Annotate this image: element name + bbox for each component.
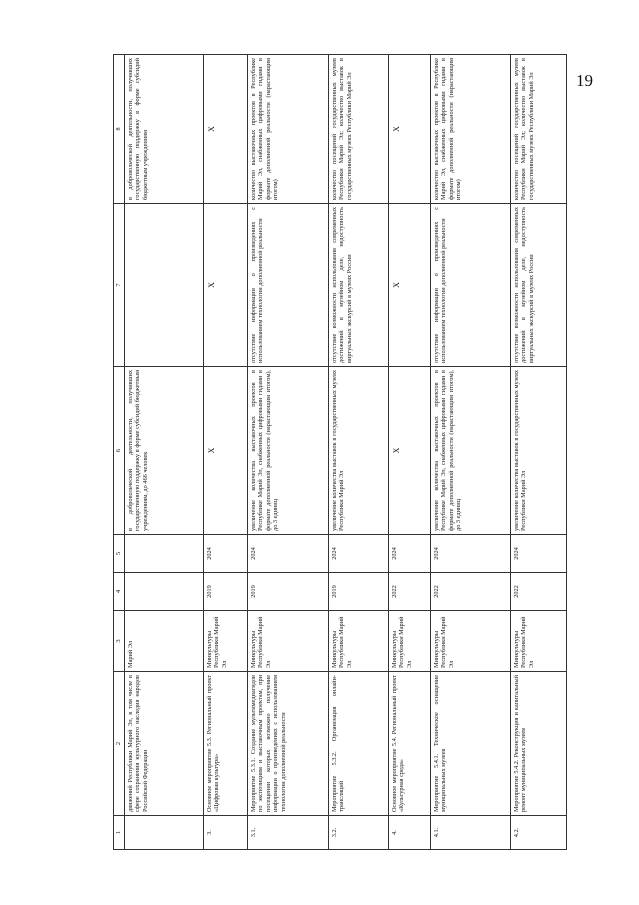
measure-name: Основное мероприятие 5.4. Региональный проект «Культурная среда» <box>389 672 431 816</box>
end-year: 2024 <box>204 535 248 573</box>
executor: Марий Эл <box>125 611 204 672</box>
consequences <box>204 204 248 367</box>
start-year: 2019 <box>329 573 389 611</box>
x-mark: X <box>392 282 401 288</box>
row-number: 3.1. <box>248 816 329 850</box>
x-mark: X <box>392 447 401 454</box>
consequences <box>125 204 204 367</box>
end-year: 2024 <box>511 535 567 573</box>
measure-name: Мероприятие 5.4.1. Техническое оснащение муниципальных музеев <box>431 672 511 816</box>
page-number: 19 <box>576 71 593 90</box>
expected-result: увеличение количества выставок в государственных музеях Республики Марий Эл <box>329 367 389 535</box>
measure-name: Основное мероприятие 5.3. Региональный проект «Цифровая культура» <box>204 672 248 816</box>
x-mark: X <box>207 126 216 132</box>
x-mark: X <box>207 447 216 454</box>
start-year: 2019 <box>248 573 329 611</box>
expected-result: в добровольческой деятельности, получивших государственную поддержку в форме субсидий бюджетным учреждениям, до 466 человек <box>125 367 204 535</box>
expected-result: увеличение количества выставочных проектов в Республике Марий Эл, снабженных цифровыми гидами в формате дополненной реальности (нарастающим итогом), до 3 единиц <box>431 367 511 535</box>
indicator: количество посещений государственных музеев Республики Марий Эл; количество выставок в государственных музеях Республики Марий Эл <box>511 55 567 204</box>
column-number-row <box>114 55 125 850</box>
row-number: 4.1. <box>431 816 511 850</box>
row-number: 4.2. <box>511 816 567 850</box>
table-row <box>389 55 431 850</box>
start-year: 2022 <box>511 573 567 611</box>
measure-name: Мероприятие 5.3.1. Создание мультимедиагидов по экспозициям и выставочным проектам, при посещении которых возможно получение информации о произведениях с использованием технологии дополненной реальности <box>248 672 329 816</box>
end-year: 2024 <box>431 535 511 573</box>
indicator: количество выставочных проектов в Республике Марий Эл, снабженных цифровыми гидами в формате дополненной реальности (нарастающим итогом) <box>248 55 329 204</box>
indicator: количество выставочных проектов в Республике Марий Эл, снабженных цифровыми гидами в формате дополненной реальности (нарастающим итогом) <box>431 55 511 204</box>
expected-result: увеличение количества выставочных проектов в Республике Марий Эл, снабженных цифровыми гидами в формате дополненной реальности (нарастающим итогом), до 3 единиц <box>248 367 329 535</box>
measures-table <box>113 54 567 850</box>
measure-name: движений Республики Марий Эл, в том числе в сфере сохранения культурного наследия народов Российской Федерации <box>125 672 204 816</box>
row-number: 4. <box>389 816 431 850</box>
indicator: в добровольческой деятельности, получивших государственную поддержку в форме субсидий бюджетным учреждениям <box>125 55 204 204</box>
executor: Минкультуры Республики Марий Эл <box>329 611 389 672</box>
column-number: 3 <box>114 611 125 672</box>
indicator <box>389 55 431 204</box>
column-number: 1 <box>114 816 125 850</box>
x-mark: X <box>392 126 401 132</box>
column-number: 6 <box>114 367 125 535</box>
expected-result <box>389 367 431 535</box>
executor: Минкультуры Республики Марий Эл <box>511 611 567 672</box>
executor: Минкультуры Республики Марий Эл <box>204 611 248 672</box>
executor: Минкультуры Республики Марий Эл <box>431 611 511 672</box>
measure-name: Мероприятие 5.4.2. Реконструкция и капитальный ремонт муниципальных музеев <box>511 672 567 816</box>
consequences <box>389 204 431 367</box>
measure-name: Мероприятие 5.3.2. Организация онлайн-трансляций <box>329 672 389 816</box>
indicator: количество посещений государственных музеев Республики Марий Эл; количество выставок в государственных музеях Республики Марий Эл <box>329 55 389 204</box>
table-row <box>204 55 248 850</box>
row-number: 3. <box>204 816 248 850</box>
expected-result <box>204 367 248 535</box>
consequences: отсутствие информации о произведениях с использованием технологии дополненной реальности <box>431 204 511 367</box>
column-number: 7 <box>114 204 125 367</box>
table-row <box>248 55 329 850</box>
column-number: 4 <box>114 573 125 611</box>
end-year: 2024 <box>389 535 431 573</box>
row-number: 3.2. <box>329 816 389 850</box>
table-row <box>329 55 389 850</box>
row-number <box>125 816 204 850</box>
expected-result: увеличение количества выставок в государственных музеях Республики Марий Эл <box>511 367 567 535</box>
consequences: отсутствие информации о произведениях с использованием технологии дополненной реальности <box>248 204 329 367</box>
column-number: 8 <box>114 55 125 204</box>
x-mark: X <box>207 282 216 288</box>
consequences: отсутствие возможности использования современных достижений в музейном деле, недоступность виртуальных экскурсий в музеях России <box>511 204 567 367</box>
column-number: 2 <box>114 672 125 816</box>
start-year <box>125 573 204 611</box>
executor: Минкультуры Республики Марий Эл <box>389 611 431 672</box>
table-row <box>511 55 567 850</box>
start-year: 2019 <box>204 573 248 611</box>
end-year <box>125 535 204 573</box>
start-year: 2022 <box>389 573 431 611</box>
consequences: отсутствие возможности использования современных достижений в музейном деле, недоступность виртуальных экскурсий в музеях России <box>329 204 389 367</box>
column-number: 5 <box>114 535 125 573</box>
end-year: 2024 <box>329 535 389 573</box>
table-row <box>431 55 511 850</box>
rotated-table-container <box>113 55 565 850</box>
executor: Минкультуры Республики Марий Эл <box>248 611 329 672</box>
start-year: 2022 <box>431 573 511 611</box>
table-row <box>125 55 204 850</box>
indicator <box>204 55 248 204</box>
end-year: 2024 <box>248 535 329 573</box>
